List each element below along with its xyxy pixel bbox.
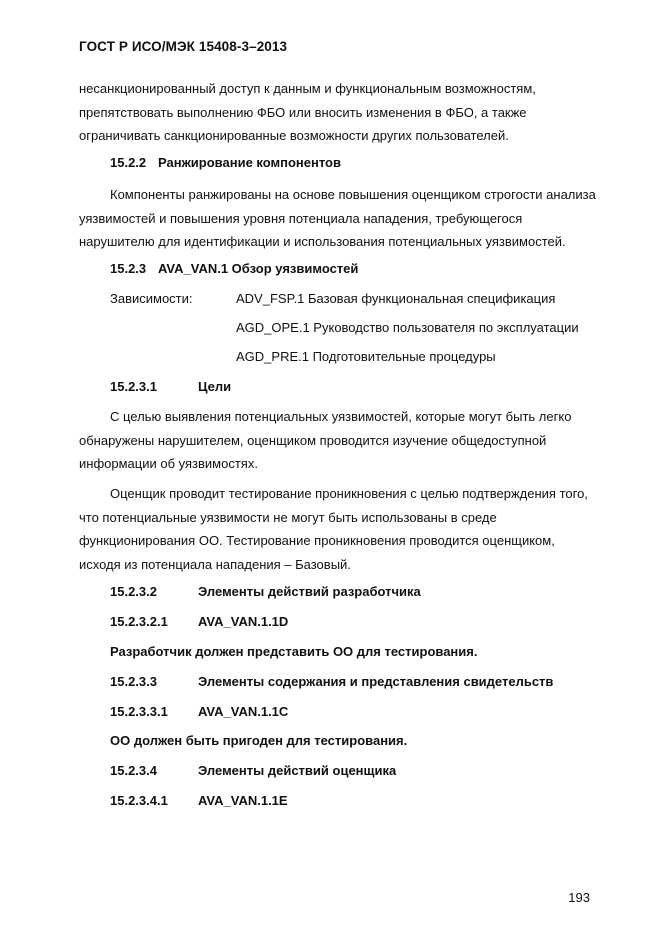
section-title: Элементы содержания и представления свидетельств: [198, 674, 554, 689]
section-title: Цели: [198, 379, 232, 394]
text-line: нарушителю для идентификации и использования потенциальных уязвимостей.: [79, 234, 566, 249]
section-title: Элементы действий разработчика: [198, 584, 421, 599]
element-statement: ОО должен быть пригоден для тестирования.: [110, 733, 408, 748]
element-statement: Разработчик должен представить ОО для тестирования.: [110, 644, 478, 659]
section-number: 15.2.3.4: [110, 763, 157, 778]
text-line: Компоненты ранжированы на основе повышения оценщиком строгости анализа: [110, 187, 596, 202]
section-number: 15.2.3.4.1: [110, 793, 168, 808]
section-number: 15.2.3.1: [110, 379, 157, 394]
section-number: 15.2.3: [110, 261, 147, 276]
standard-header: ГОСТ Р ИСО/МЭК 15408-3–2013: [79, 39, 288, 54]
text-line: обнаружены нарушителем, оценщиком проводится изучение общедоступной: [79, 432, 547, 448]
intro-paragraph: [79, 77, 614, 148]
text-line: Оценщик проводит тестирование проникновения с целью подтверждения того,: [110, 486, 588, 501]
section-number: 15.2.2: [110, 155, 147, 170]
element-id: AVA_VAN.1.1E: [198, 793, 288, 808]
text-line: препятствовать выполнению ФБО или вносить изменения в ФБО, а также: [79, 104, 527, 120]
objectives-paragraph-2: [79, 482, 614, 576]
element-id: AVA_VAN.1.1D: [198, 614, 289, 629]
dependency-item: AGD_PRE.1 Подготовительные процедуры: [236, 349, 496, 364]
objectives-paragraph-1: [79, 405, 614, 476]
text-line: уязвимостей и повышения уровня потенциала нападения, требующегося: [79, 210, 523, 226]
section-number: 15.2.3.2.1: [110, 614, 168, 629]
dependencies-label: Зависимости:: [110, 291, 193, 306]
text-line: функционирования ОО. Тестирование проникновения проводится оценщиком,: [79, 533, 555, 548]
section-number: 15.2.3.3.1: [110, 704, 168, 719]
section-title: Элементы действий оценщика: [198, 763, 397, 778]
element-id: AVA_VAN.1.1C: [198, 704, 289, 719]
section-15-2-2-text: [79, 183, 614, 254]
text-line: что потенциальные уязвимости не могут быть использованы в среде: [79, 509, 497, 525]
dependency-item: ADV_FSP.1 Базовая функциональная спецификация: [236, 291, 556, 306]
section-title: Ранжирование компонентов: [158, 155, 341, 170]
text-line: информации об уязвимостях.: [79, 456, 258, 471]
page-number: 193: [568, 890, 590, 905]
text-line: ограничивать санкционированные возможности других пользователей.: [79, 128, 509, 143]
text-line: С целью выявления потенциальных уязвимостей, которые могут быть легко: [110, 409, 572, 424]
section-number: 15.2.3.3: [110, 674, 157, 689]
text-line: несанкционированный доступ к данным и функциональным возможностям,: [79, 81, 536, 96]
section-number: 15.2.3.2: [110, 584, 157, 599]
text-line: исходя из потенциала нападения – Базовый.: [79, 556, 351, 572]
section-title: AVA_VAN.1 Обзор уязвимостей: [158, 261, 359, 276]
dependency-item: AGD_OPE.1 Руководство пользователя по эксплуатации: [236, 320, 579, 335]
